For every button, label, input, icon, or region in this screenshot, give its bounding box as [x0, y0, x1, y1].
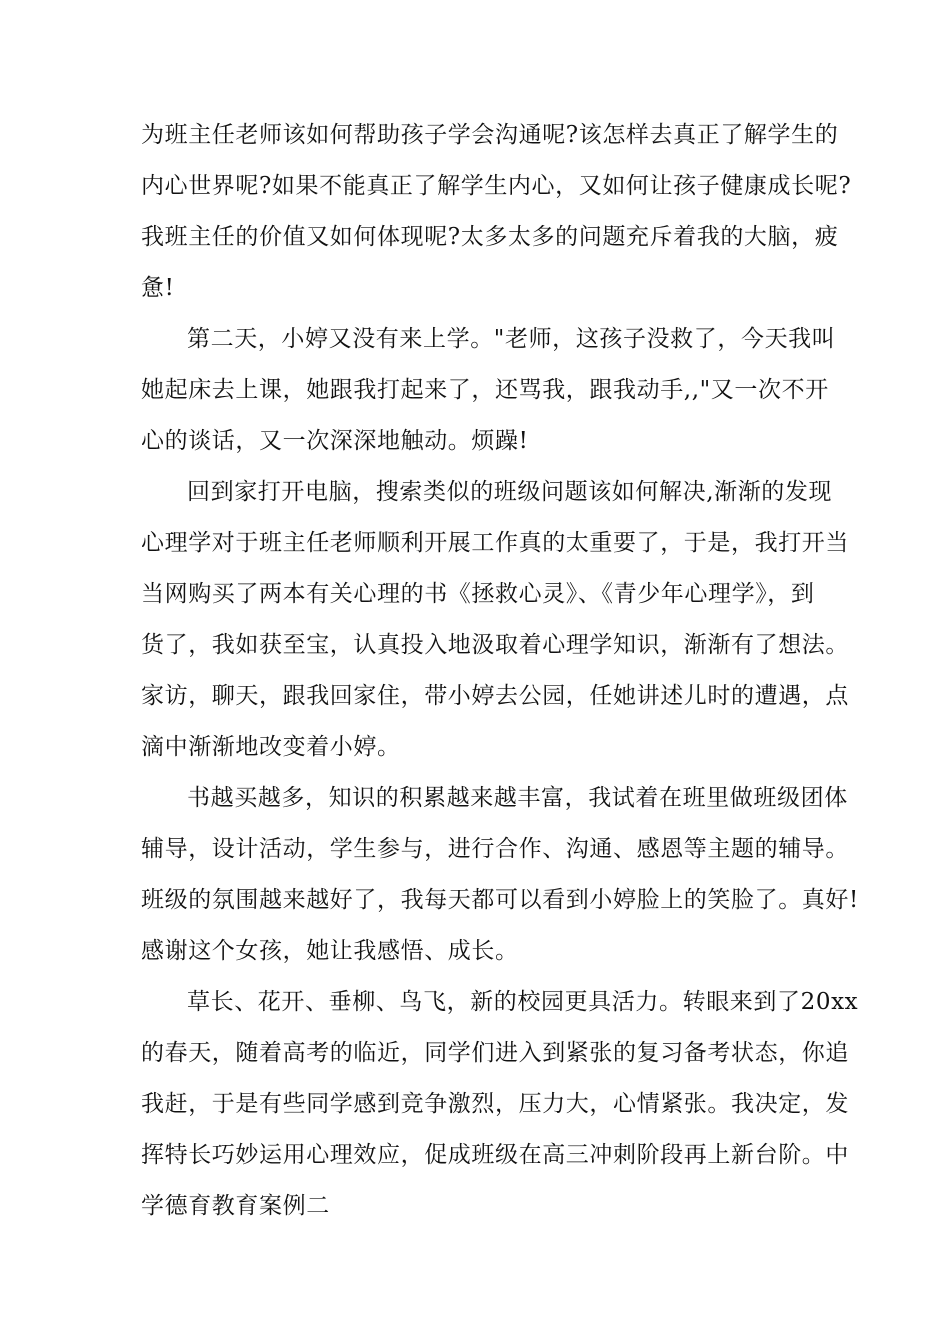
paragraph-1 — [141, 110, 852, 314]
text-line: 的春天，随着高考的临近，同学们进入到紧张的复习备考状态，你追 — [141, 1040, 849, 1066]
text-line: 书越买越多，知识的积累越来越丰富，我试着在班里做班级团体 — [187, 785, 848, 811]
text-line: 挥特长巧妙运用心理效应，促成班级在高三冲刺阶段再上新台阶。中 — [141, 1142, 849, 1168]
document-body — [141, 110, 859, 1232]
text-line: 第二天，小婷又没有来上学。"老师，这孩子没救了，今天我叫 — [187, 326, 836, 352]
text-line: 我班主任的价值又如何体现呢?太多太多的问题充斥着我的大脑，疲 — [141, 224, 839, 250]
text-line: 货了，我如获至宝，认真投入地汲取着心理学知识，渐渐有了想法。 — [141, 632, 849, 658]
text-line: 家访，聊天，跟我回家住，带小婷去公园，任她讲述儿时的遭遇，点 — [141, 683, 849, 709]
text-line: 班级的氛围越来越好了，我每天都可以看到小婷脸上的笑脸了。真好! — [141, 887, 859, 913]
text-line: 当网购买了两本有关心理的书《拯救心灵》、《青少年心理学》，到 — [141, 581, 815, 607]
text-line: 惫! — [141, 275, 175, 301]
text-line: 回到家打开电脑，搜索类似的班级问题该如何解决,渐渐的发现 — [187, 479, 833, 505]
text-line: 滴中渐渐地改变着小婷。 — [141, 734, 401, 760]
text-line: 辅导，设计活动，学生参与，进行合作、沟通、感恩等主题的辅导。 — [141, 836, 849, 862]
paragraph-5 — [141, 977, 859, 1232]
text-line: 她起床去上课，她跟我打起来了，还骂我，跟我动手,,"又一次不开 — [141, 377, 829, 403]
text-line: 草长、花开、垂柳、鸟飞，新的校园更具活力。转眼来到了20xx — [187, 989, 859, 1015]
paragraph-4 — [141, 773, 859, 977]
text-line: 我赶，于是有些同学感到竞争激烈，压力大，心情紧张。我决定，发 — [141, 1091, 849, 1117]
text-line: 心的谈话，又一次深深地触动。烦躁! — [141, 428, 529, 454]
paragraph-3 — [141, 467, 849, 773]
text-line: 为班主任老师该如何帮助孩子学会沟通呢?该怎样去真正了解学生的 — [141, 122, 839, 148]
paragraph-2 — [141, 314, 836, 467]
text-line: 心理学对于班主任老师顺利开展工作真的太重要了，于是，我打开当 — [141, 530, 849, 556]
text-line: 学德育教育案例二 — [141, 1193, 330, 1219]
text-line: 感谢这个女孩，她让我感悟、成长。 — [141, 938, 519, 964]
text-line: 内心世界呢?如果不能真正了解学生内心，又如何让孩子健康成长呢? — [141, 173, 852, 199]
